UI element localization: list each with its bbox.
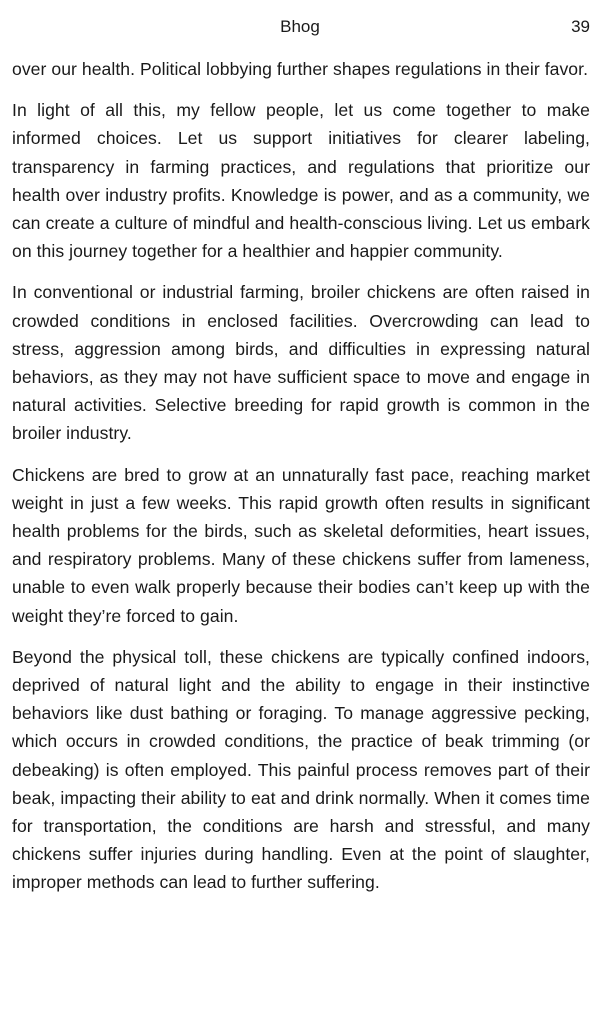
paragraph: over our health. Political lobbying further shapes regulations in their favor. <box>12 59 589 79</box>
paragraph: Beyond the physical toll, these chickens are typically confined indoors, deprived of natural light and the ability to engage in their instinctive behaviors like dust bathing or foraging. To manage aggressive pecking, which occurs in crowded conditions, the practice of beak trimming (or debeaking) is often employed. This painful process removes part of their beak, impacting their ability to eat and drink normally. When it comes time for transportation, the conditions are harsh and stressful, and many chickens suffer injuries during handling. Even at the point of slaughter, improper methods can lead to further suffering. <box>12 646 590 893</box>
paragraph: In conventional or industrial farming, broiler chickens are often raised in crowded conditions in enclosed facilities. Overcrowding can lead to stress, aggression among birds, and difficulties in expressing natural behaviors, as they may not have sufficient space to move and engage in natural activities. Selective breeding for rapid growth is common in the broiler industry. <box>12 282 590 444</box>
running-title: Bhog <box>280 17 320 36</box>
paragraph: In light of all this, my fellow people, let us come together to make informed choices. Let us support initiatives for clearer labeling, transparency in farming practices, and regulations that prioritize our health over industry profits. Knowledge is power, and as a community, we can create a culture of mindful and health-conscious living. Let us embark on this journey together for a healthier and happier community. <box>12 100 590 262</box>
page-body <box>12 55 590 910</box>
page-number: 39 <box>571 17 590 36</box>
page-header <box>0 14 600 42</box>
paragraph: Chickens are bred to grow at an unnaturally fast pace, reaching market weight in just a few weeks. This rapid growth often results in significant health problems for the birds, such as skeletal deformities, heart issues, and respiratory problems. Many of these chickens suffer from lameness, unable to even walk properly because their bodies can’t keep up with the weight they’re forced to gain. <box>12 464 590 626</box>
